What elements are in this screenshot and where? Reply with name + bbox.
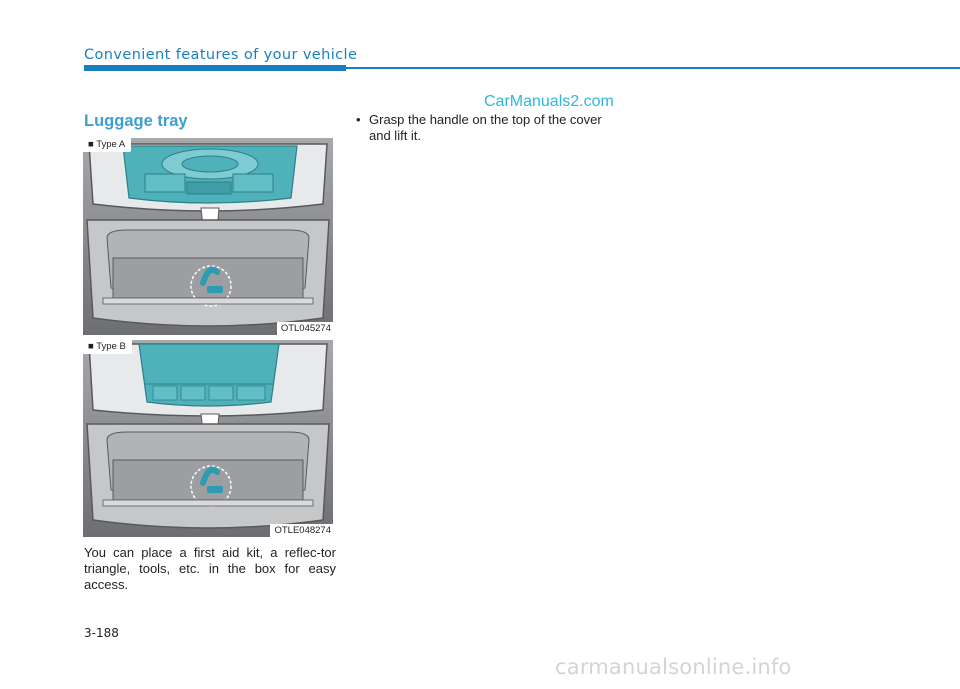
figure-type-label-b	[83, 340, 132, 354]
instruction-list	[356, 112, 616, 144]
figure-type-text-a: Type A	[96, 139, 126, 150]
watermark-bottom[interactable]: carmanualsonline.info	[555, 655, 792, 679]
page-number: 3-188	[84, 626, 119, 640]
figure-type-marker-b: ■	[88, 341, 94, 352]
instruction-item	[356, 112, 616, 144]
figure-type-text-b: Type B	[96, 341, 126, 352]
bullet-icon: •	[356, 112, 361, 127]
section-title: Luggage tray	[84, 112, 188, 130]
luggage-tray-illustration-a	[83, 138, 333, 335]
figure-type-marker-a: ■	[88, 139, 94, 150]
figure-type-a	[83, 138, 333, 335]
figure-type-label-a	[83, 138, 131, 152]
figure-code-a: OTL045274	[277, 322, 333, 335]
instruction-text: Grasp the handle on the top of the cover and lift it.	[369, 112, 602, 143]
header-title: Convenient features of your vehicle	[84, 47, 358, 63]
figure-type-b	[83, 340, 333, 537]
header-rule-accent	[84, 65, 346, 71]
figure-code-b: OTLE048274	[270, 524, 333, 537]
luggage-tray-illustration-b	[83, 340, 333, 537]
body-paragraph: You can place a first aid kit, a reflec-tor triangle, tools, etc. in the box for easy access.	[84, 545, 336, 592]
watermark-top[interactable]: CarManuals2.com	[484, 93, 614, 110]
